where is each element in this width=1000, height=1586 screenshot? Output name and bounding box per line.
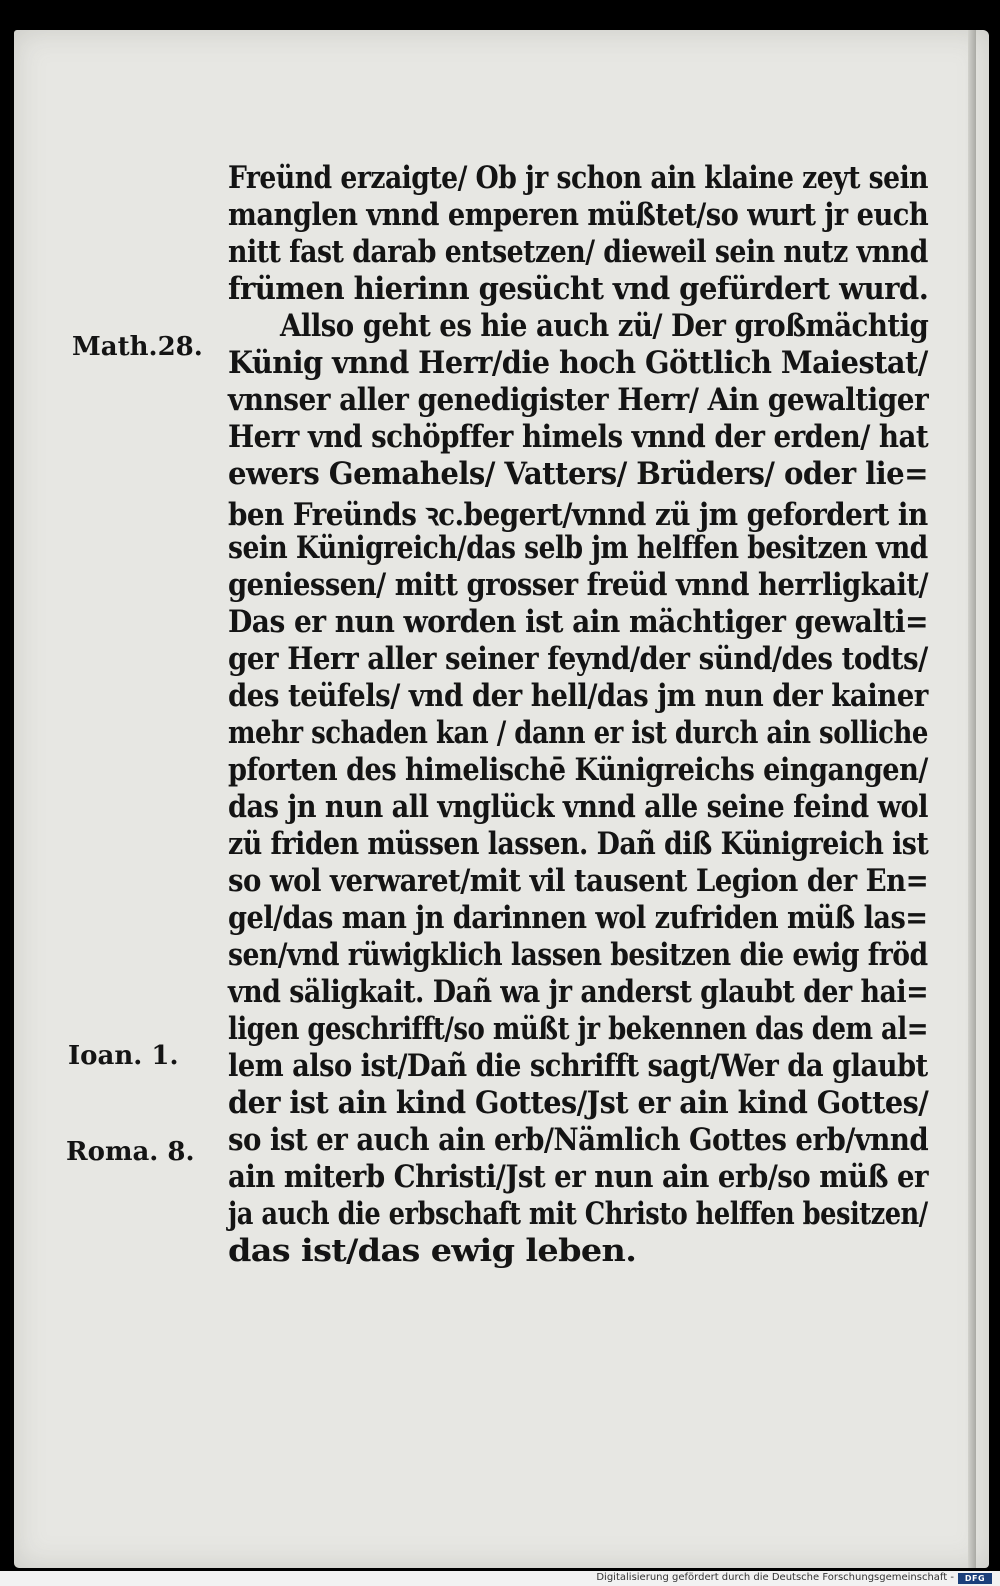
text-line: ligen geschrifft/so müßt jr bekennen das dem al= bbox=[228, 1011, 929, 1047]
text-line: geniessen/ mitt grosser freüd vnnd herrligkait/ bbox=[228, 567, 929, 603]
text-line: vnd säligkait. Dañ wa jr anderst glaubt der hai= bbox=[228, 974, 929, 1010]
text-line: gel/das man jn darinnen wol zufriden müß las= bbox=[228, 900, 928, 936]
text-line: der ist ain kind Gottes/Jst er ain kind Gottes/ bbox=[228, 1085, 929, 1121]
text-line: des teüfels/ vnd der hell/das jm nun der kainer bbox=[228, 678, 928, 714]
text-line: Künig vnnd Herr/die hoch Göttlich Maiestat/ bbox=[228, 345, 928, 381]
margin-note-ioan: Ioan. 1. bbox=[68, 1041, 179, 1071]
text-line: das jn nun all vnglück vnnd alle seine feind wol bbox=[228, 789, 928, 825]
text-line: frümen hierinn gesücht vnd gefürdert wurd. bbox=[228, 271, 929, 307]
text-line: ben Freünds ꝛc.begert/vnnd zü jm gefordert in bbox=[228, 497, 928, 533]
text-line: mehr schaden kan / dann er ist durch ain solliche bbox=[228, 715, 928, 751]
dfg-logo: DFG bbox=[958, 1573, 992, 1584]
text-line: lem also ist/Dañ die schrifft sagt/Wer da glaubt bbox=[228, 1048, 928, 1084]
text-line: Herr vnd schöpffer himels vnnd der erden/ hat bbox=[228, 419, 929, 455]
text-line: Das er nun worden ist ain mächtiger gewalti= bbox=[228, 604, 928, 640]
text-line: ger Herr aller seiner feynd/der sünd/des todts/ bbox=[228, 641, 928, 677]
text-line: das ist/das ewig leben. bbox=[228, 1233, 637, 1269]
footer-credit-text: Digitalisierung gefördert durch die Deutsche Forschungsgemeinschaft - bbox=[596, 1572, 954, 1583]
text-line: ain miterb Christi/Jst er nun ain erb/so müß er bbox=[228, 1159, 929, 1195]
text-line: sen/vnd rüwigklich lassen besitzen die ewig fröd bbox=[228, 937, 928, 973]
margin-note-math: Math.28. bbox=[72, 332, 203, 362]
text-line: nitt fast darab entsetzen/ dieweil sein nutz vnnd bbox=[228, 234, 928, 270]
text-line: Allso geht es hie auch zü/ Der großmächtig bbox=[280, 308, 929, 344]
page-edge bbox=[968, 30, 976, 1568]
text-line: Freünd erzaigte/ Ob jr schon ain klaine zeyt sein bbox=[228, 160, 929, 196]
text-line: manglen vnnd emperen müßtet/so wurt jr euch bbox=[228, 197, 929, 233]
text-line: so wol verwaret/mit vil tausent Legion der En= bbox=[228, 863, 929, 899]
text-line: sein Künigreich/das selb jm helffen besitzen vnd bbox=[228, 530, 928, 566]
text-line: ewers Gemahels/ Vatters/ Brüders/ oder lie= bbox=[228, 456, 928, 492]
text-line: vnnser aller genedigister Herr/ Ain gewaltiger bbox=[228, 382, 929, 418]
text-line: ja auch die erbschaft mit Christo helffen besitzen/ bbox=[228, 1196, 928, 1232]
text-line: so ist er auch ain erb/Nämlich Gottes erb/vnnd bbox=[228, 1122, 929, 1158]
digitization-footer bbox=[0, 1571, 1000, 1586]
text-line: pforten des himelischē Künigreichs eingangen/ bbox=[228, 752, 928, 788]
margin-note-roma: Roma. 8. bbox=[66, 1137, 195, 1167]
text-line: zü friden müssen lassen. Dañ diß Künigreich ist bbox=[228, 826, 929, 862]
